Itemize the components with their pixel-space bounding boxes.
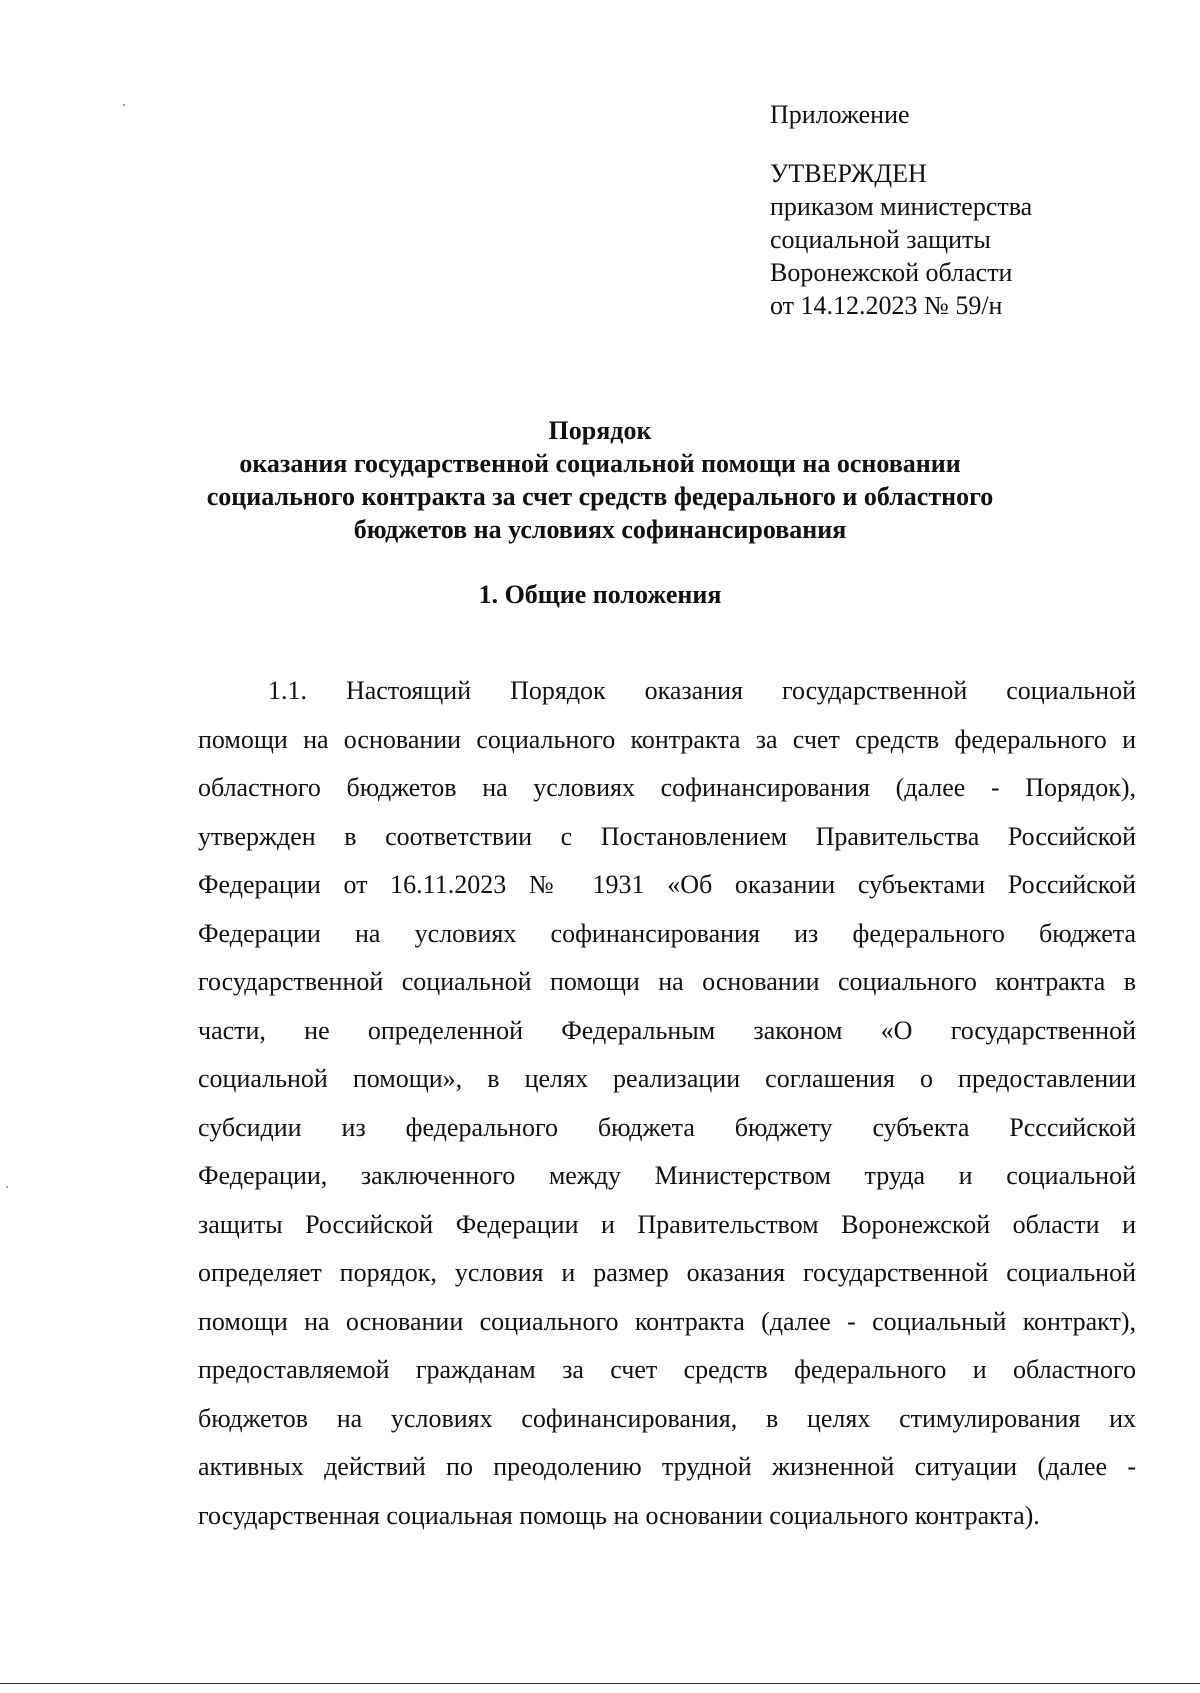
paragraph-line: бюджетов на условиях софинансирования, в целях стимулирования их <box>198 1403 1136 1433</box>
scan-speck <box>6 1186 8 1188</box>
paragraph-line: государственной социальной помощи на основании социального контракта в <box>198 967 1136 996</box>
scan-speck <box>123 104 125 106</box>
approved-label: УТВЕРЖДЕН <box>770 159 927 188</box>
paragraph-line: Федерации, заключенного между Министерством труда и социальной <box>198 1161 1136 1190</box>
paragraph-line: помощи на основании социального контракта за счет средств федерального и <box>198 724 1136 754</box>
paragraph-line: определяет порядок, условия и размер оказания государственной социальной <box>198 1258 1136 1287</box>
page-bottom-rule <box>0 1683 1200 1684</box>
paragraph-line: утвержден в соответствии с Постановлением Правительства Российской <box>198 821 1136 851</box>
approval-stamp-block <box>770 98 1150 322</box>
paragraph-line: Федерации от 16.11.2023 № 1931 «Об оказании субъектами Российской <box>198 870 1136 899</box>
title-line: Порядок <box>548 416 652 445</box>
paragraph-line: субсидии из федерального бюджета бюджету субъекта Рсссийской <box>198 1112 1136 1142</box>
approval-line: Воронежской области <box>770 258 1013 287</box>
paragraph-line: предоставляемой гражданам за счет средств федерального и областного <box>198 1355 1136 1384</box>
paragraph-line: 1.1. Настоящий Порядок оказания государственной социальной <box>268 676 1136 705</box>
approval-line: социальной защиты <box>770 225 991 254</box>
section-heading: 1. Общие положения <box>478 580 722 609</box>
paragraph-1-1 <box>198 667 1136 1540</box>
title-line: бюджетов на условиях софинансирования <box>353 515 847 544</box>
paragraph-line: защиты Российской Федерации и Правительством Воронежской области и <box>198 1209 1136 1239</box>
paragraph-line: Федерации на условиях софинансирования из федерального бюджета <box>198 918 1136 948</box>
paragraph-line: социальной помощи», в целях реализации соглашения о предоставлении <box>198 1064 1136 1093</box>
approval-line: приказом министерства <box>770 192 1033 221</box>
title-line: оказания государственной социальной помощи на основании <box>239 449 961 478</box>
paragraph-line: помощи на основании социального контракта (далее - социальный контракт), <box>198 1306 1136 1336</box>
paragraph-line: части, не определенной Федеральным законом «О государственной <box>198 1015 1136 1045</box>
paragraph-line: областного бюджетов на условиях софинансирования (далее - Порядок), <box>198 773 1136 802</box>
paragraph-line: активных действий по преодолению трудной жизненной ситуации (далее - <box>198 1452 1136 1481</box>
document-title <box>150 414 1050 546</box>
title-line: социального контракта за счет средств федерального и областного <box>206 482 994 511</box>
approval-order-number: от 14.12.2023 № 59/н <box>770 291 1003 320</box>
paragraph-line: государственная социальная помощь на основании социального контракта). <box>198 1500 1040 1530</box>
appendix-label: Приложение <box>770 100 910 129</box>
